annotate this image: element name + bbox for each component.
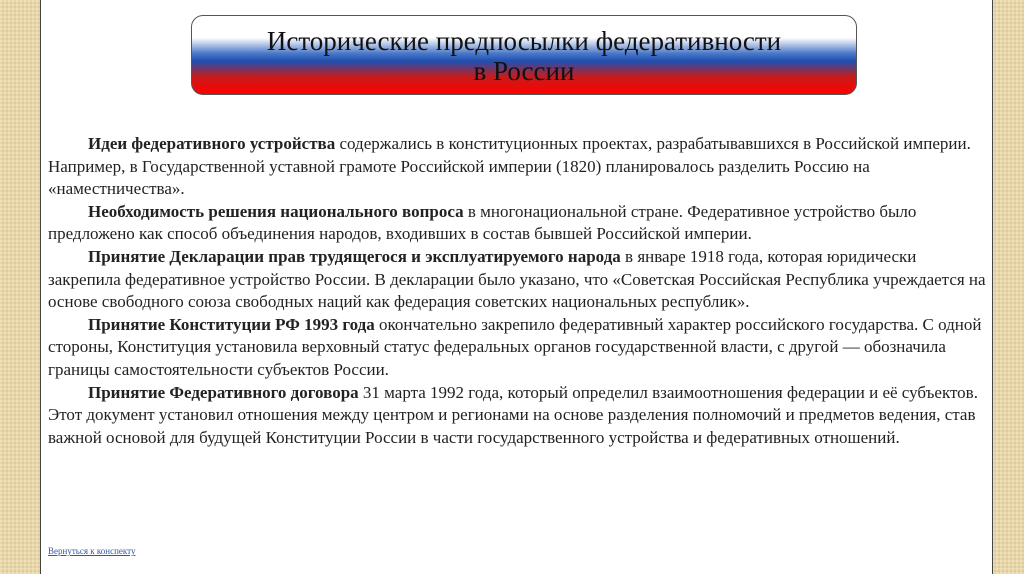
paragraph-text: в многонациональной стране. Федеративное устройство было предложено как способ объединения народов, входивших в состав бывшей Российской империи.: [48, 201, 917, 244]
back-to-notes-link[interactable]: Вернуться к конспекту: [48, 546, 136, 556]
paragraph: [48, 246, 988, 314]
paragraph: [48, 314, 988, 382]
title-line-2: в России: [473, 56, 575, 86]
paragraph-lead: Принятие Конституции РФ 1993 года: [88, 314, 375, 334]
paragraph: [48, 382, 988, 450]
paragraph-lead: Идеи федеративного устройства: [88, 134, 336, 153]
paragraph-text: 31 марта 1992 года, который определил взаимоотношения федерации и её субъектов. Этот документ установил отношения между центром и регионами на основе разделения полномочий и предметов ведения, став важной основой для будущей Конституции России в части государственного устройства и федеративных отношений.: [48, 382, 978, 447]
title-line-1: Исторические предпосылки федеративности: [266, 26, 782, 56]
slide-panel: [40, 0, 993, 574]
paragraph: [48, 133, 988, 201]
paragraph-text: в январе 1918 года, которая юридически закрепила федеративное устройство России. В декларации было указано, что «Советская Российская Республика учреждается на основе свободного союза свободных наций как федерация советских национальных республик».: [48, 246, 986, 312]
slide-title: [191, 15, 857, 95]
paragraph-text: содержались в конституционных проектах, разрабатывавшихся в Российской империи. Например, в Государственной уставной грамоте Российской империи (1820) планировалось разделить Россию на «наместничества».: [48, 134, 971, 199]
paragraph: [48, 201, 988, 246]
paragraph-lead: Принятие Декларации прав трудящегося и эксплуатируемого народа: [88, 246, 621, 266]
paragraph-text: окончательно закрепило федеративный характер российского государства. С одной стороны, Конституция установила верховный статус федеральных органов государственной власти, с другой — обозначила границы самостоятельности субъектов России.: [48, 314, 982, 379]
paragraph-lead: Принятие Федеративного договора: [88, 382, 359, 402]
paragraph-lead: Необходимость решения национального вопроса: [88, 201, 464, 221]
slide-body: [48, 133, 988, 449]
